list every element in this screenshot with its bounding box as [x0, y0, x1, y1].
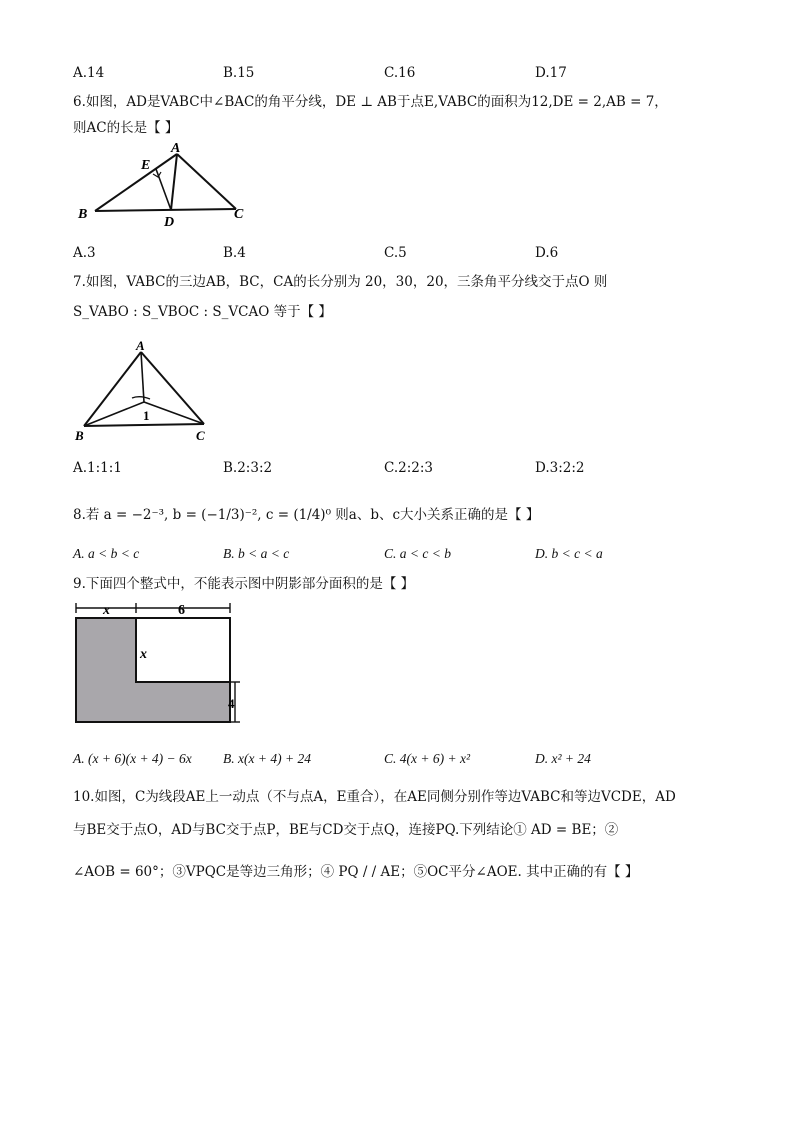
q9-l-shape-figure	[70, 598, 245, 728]
q9-label-top-6: 6	[178, 603, 185, 618]
q9-label-mid-x: x	[140, 647, 147, 662]
q5-option-b: B.15	[223, 65, 255, 81]
q9-stem-line1: 9.下面四个整式中，不能表示图中阴影部分面积的是【 】	[73, 576, 415, 592]
q7-label-b: B	[75, 428, 84, 443]
q9-option-b: B. x(x + 4) + 24	[223, 751, 311, 766]
q7-option-d: D.3:2:2	[535, 460, 585, 476]
q6-option-b: B.4	[223, 245, 246, 261]
q7-option-c: C.2:2:3	[384, 460, 434, 476]
q6-label-d: D	[164, 215, 175, 230]
q6-triangle-figure	[72, 142, 257, 232]
q9-option-a: A. (x + 6)(x + 4) − 6x	[73, 751, 192, 766]
q10-stem-line3: ∠AOB = 60°；③VPQC是等边三角形；④ PQ / / AE；⑤OC平分∠AOE. 其中正确的有【 】	[73, 864, 639, 880]
q9-option-d: D. x² + 24	[535, 751, 591, 766]
q7-label-o: 1	[143, 408, 150, 423]
q6-option-a: A.3	[73, 245, 96, 261]
q8-stem-line1: 8.若 a = −2⁻³, b = (−1/3)⁻², c = (1/4)⁰ 则a、b、c大小关系正确的是【 】	[73, 507, 540, 523]
q9-label-top-x: x	[103, 603, 110, 618]
q10-stem-line1: 10.如图，C为线段AE上一动点（不与点A，E重合），在AE同侧分别作等边VABC和等边VCDE，AD	[73, 789, 676, 805]
q9-option-c: C. 4(x + 6) + x²	[384, 751, 470, 766]
q10-stem-line2: 与BE交于点O，AD与BC交于点P，BE与CD交于点Q，连接PQ.下列结论① AD = BE；②	[73, 822, 619, 838]
q6-option-d: D.6	[535, 245, 559, 261]
q7-label-a: A	[136, 338, 145, 353]
q8-option-d: D. b < c < a	[535, 546, 603, 561]
q6-label-a: A	[171, 142, 181, 156]
q8-option-a: A. a < b < c	[73, 546, 140, 561]
q5-option-c: C.16	[384, 65, 416, 81]
q7-triangle-figure	[70, 338, 220, 446]
q7-stem-line1: 7.如图，VABC的三边AB，BC，CA的长分别为 20，30，20，三条角平分线交于点O 则	[73, 274, 608, 290]
q7-label-c: C	[196, 428, 205, 443]
q7-option-b: B.2:3:2	[223, 460, 273, 476]
q8-option-c: C. a < c < b	[384, 546, 451, 561]
q7-option-a: A.1:1:1	[73, 460, 122, 476]
q7-stem-line2: S_VABO : S_VBOC : S_VCAO 等于【 】	[73, 304, 332, 320]
q9-label-right-4: 4	[228, 696, 235, 711]
q6-label-c: C	[234, 207, 244, 222]
q6-label-b: B	[78, 207, 88, 222]
q5-option-a: A.14	[73, 65, 105, 81]
q6-label-e: E	[141, 158, 151, 173]
q6-option-c: C.5	[384, 245, 407, 261]
q5-option-d: D.17	[535, 65, 567, 81]
q6-stem-line2: 则AC的长是【 】	[73, 120, 179, 136]
q8-option-b: B. b < a < c	[223, 546, 290, 561]
q6-stem-line1: 6.如图，AD是VABC中∠BAC的角平分线，DE ⊥ AB于点E,VABC的面积为12,DE = 2,AB = 7，	[73, 94, 668, 110]
